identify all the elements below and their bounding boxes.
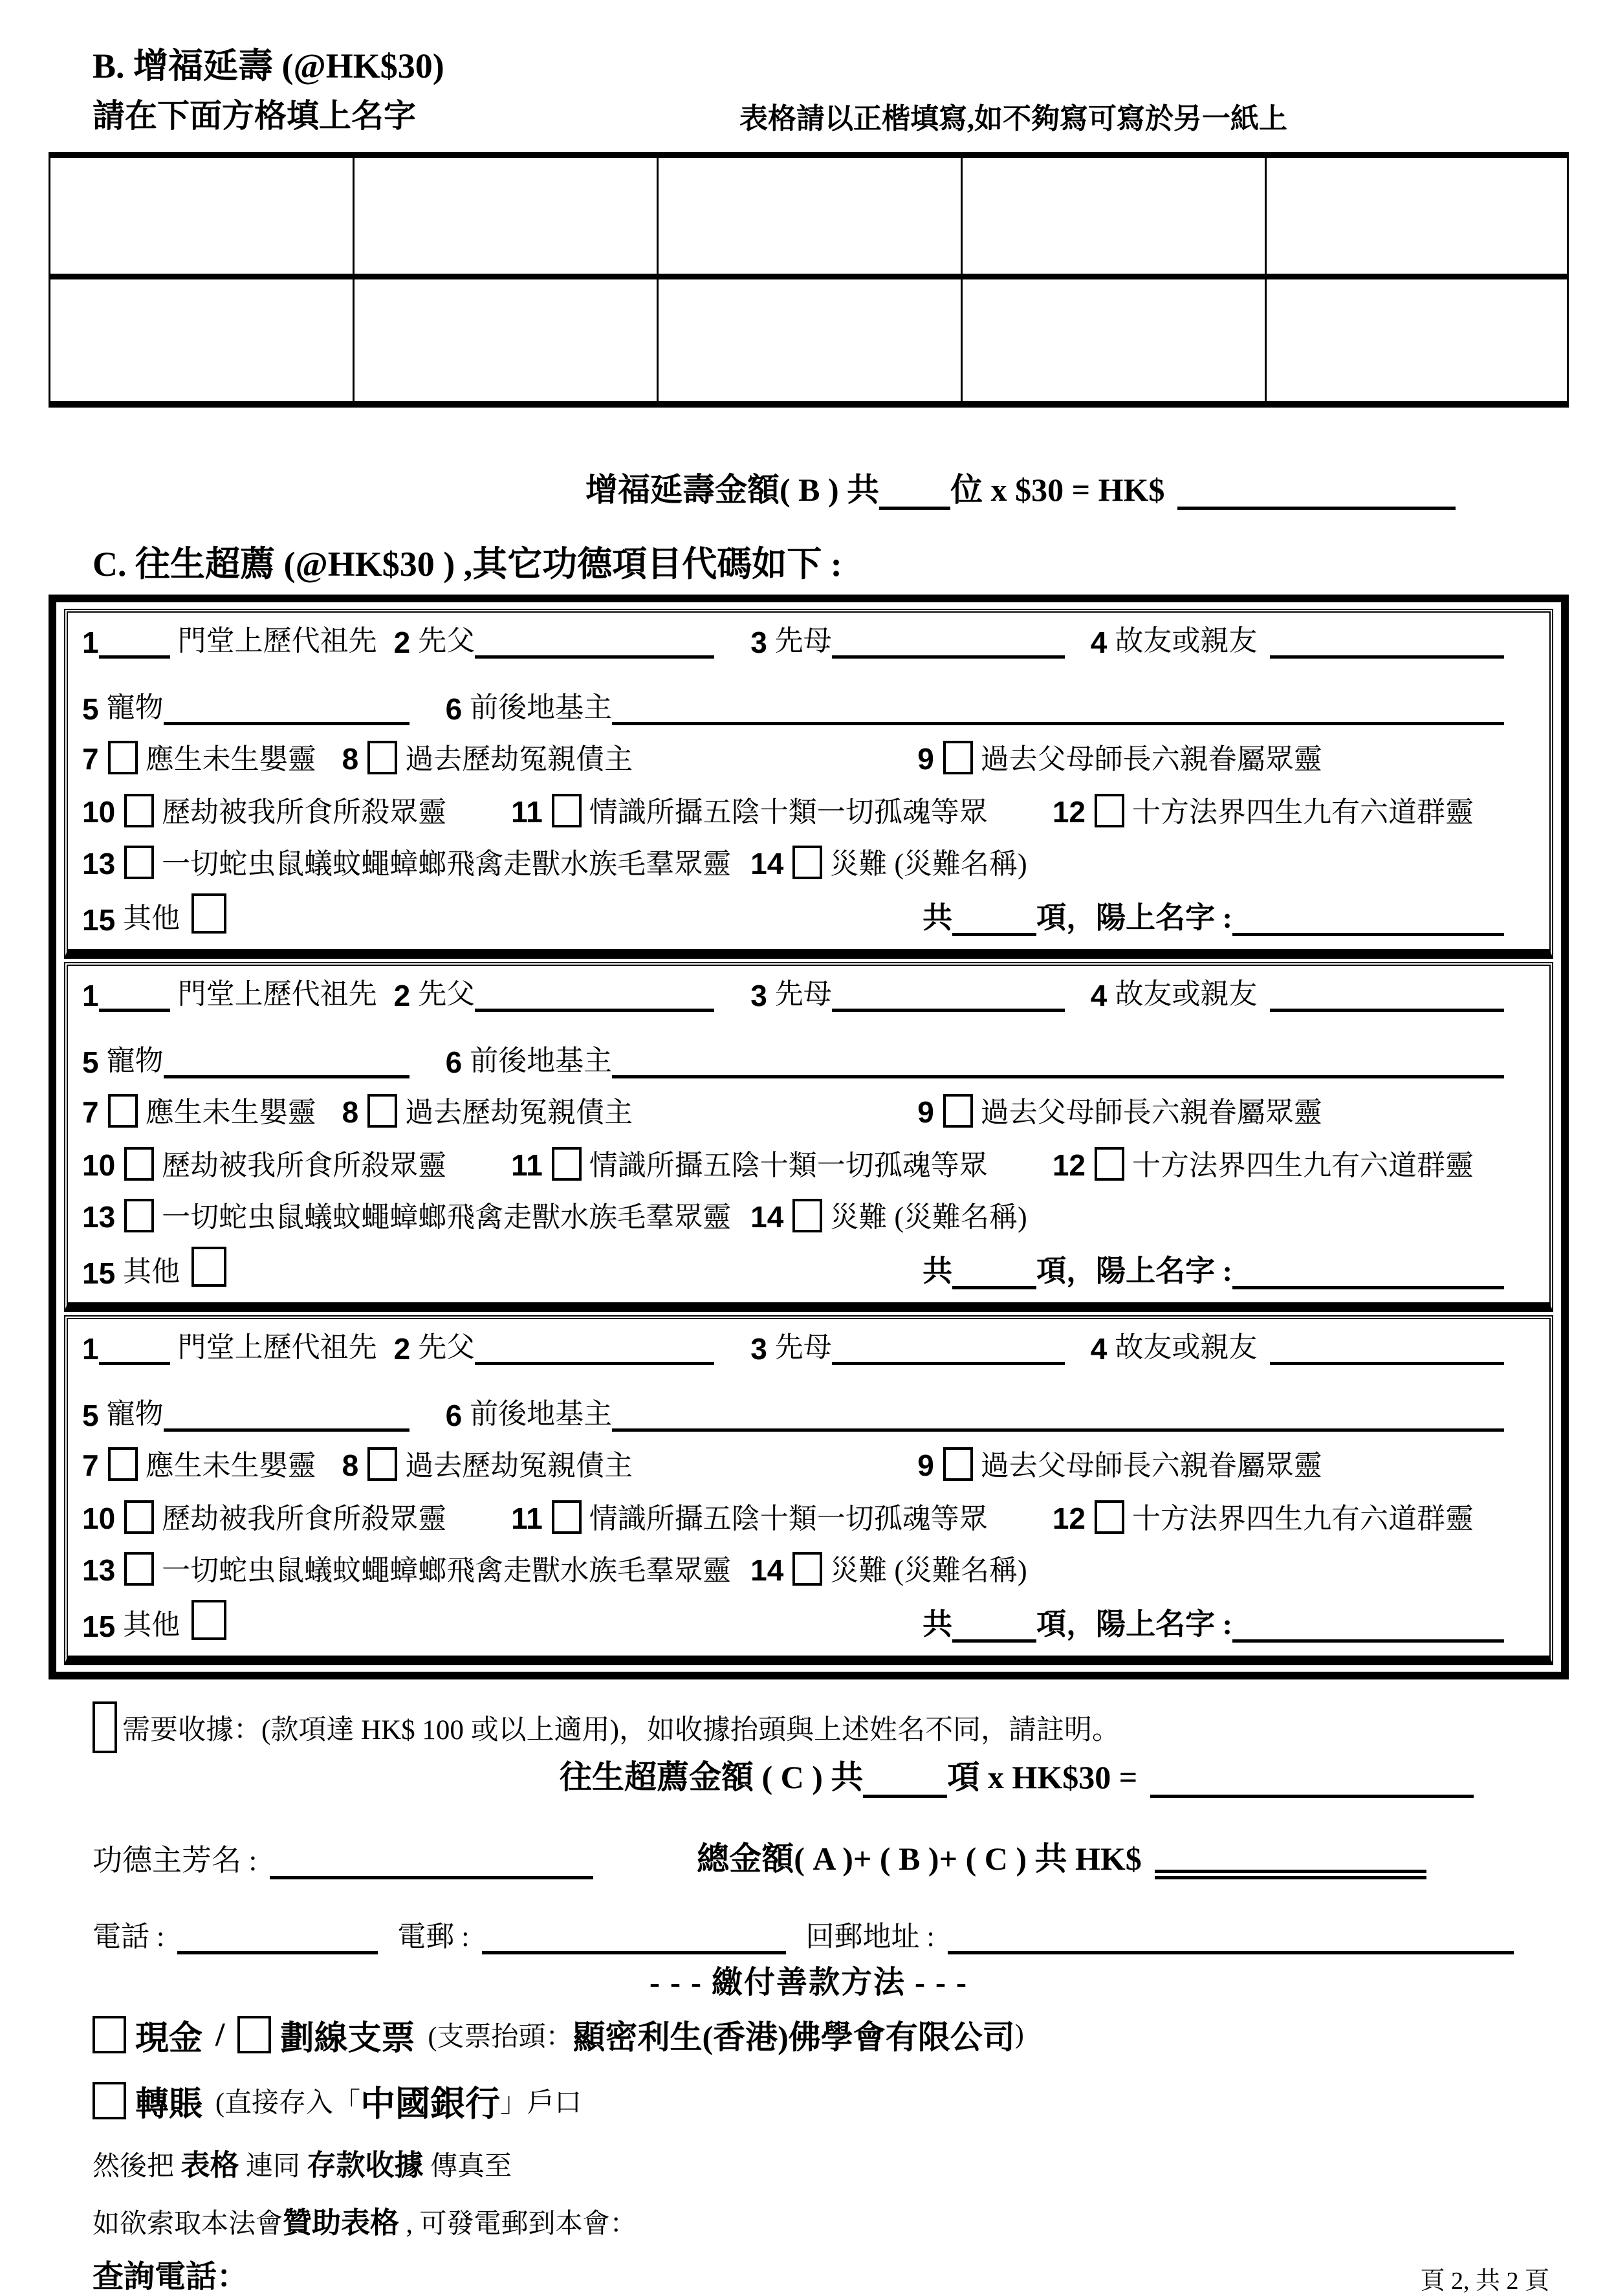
merit-section-box bbox=[49, 595, 1569, 1679]
item-13-checkbox[interactable] bbox=[124, 1552, 154, 1586]
cheque-checkbox[interactable] bbox=[237, 2016, 271, 2053]
inquiry-phone-label: 查詢電話： bbox=[93, 2259, 248, 2294]
item-12-number: 12 bbox=[1052, 1148, 1086, 1182]
fax-instruction-line bbox=[93, 2141, 1569, 2183]
item-11-number: 11 bbox=[511, 1148, 543, 1182]
donor-name-label: 功德主芳名 : bbox=[93, 1843, 257, 1877]
item-12-number: 12 bbox=[1052, 794, 1086, 829]
form-request-suffix: , 可發電郵到本會： bbox=[399, 2209, 637, 2239]
item-3-name-field[interactable] bbox=[832, 1005, 1065, 1012]
name-cell[interactable] bbox=[49, 279, 353, 401]
item-12-checkbox[interactable] bbox=[1095, 1500, 1124, 1534]
merit-row-4 bbox=[82, 1147, 1504, 1183]
item-1-count-field[interactable] bbox=[99, 652, 170, 659]
item-7-label: 應生未生嬰靈 bbox=[145, 1449, 316, 1481]
item-2-number: 2 bbox=[393, 978, 411, 1012]
item-15-number: 15 bbox=[82, 1256, 116, 1290]
item-11-label: 情識所攝五陰十類一切孤魂等眾 bbox=[589, 796, 988, 828]
item-14-number: 14 bbox=[750, 1199, 784, 1234]
page-number: 頁 2, 共 2 頁 bbox=[1420, 2267, 1549, 2295]
item-13-label: 一切蛇虫鼠蟻蚊蠅蟑螂飛禽走獸水族毛羣眾靈 bbox=[162, 1554, 732, 1586]
item-9-checkbox[interactable] bbox=[943, 741, 973, 774]
fax-instruction-mid: 連同 bbox=[239, 2151, 307, 2181]
item-7-label: 應生未生嬰靈 bbox=[145, 1096, 316, 1128]
item-4-name-field[interactable] bbox=[1270, 1359, 1504, 1365]
names-table bbox=[49, 152, 1569, 408]
item-3-name-field[interactable] bbox=[832, 1359, 1065, 1365]
item-15-number: 15 bbox=[82, 1609, 116, 1643]
item-11-label: 情識所攝五陰十類一切孤魂等眾 bbox=[589, 1149, 988, 1181]
item-8-number: 8 bbox=[342, 1448, 359, 1482]
item-11-number: 11 bbox=[511, 1501, 543, 1535]
item-1-label: 門堂上歷代祖先 bbox=[177, 978, 377, 1011]
item-4-number: 4 bbox=[1090, 1331, 1108, 1366]
item-1-label: 門堂上歷代祖先 bbox=[177, 625, 377, 657]
item-1-number: 1 bbox=[82, 625, 99, 659]
item-14-label: 災難 (災難名稱) bbox=[830, 847, 1027, 880]
item-5-label: 寵物 bbox=[106, 1045, 164, 1077]
item-7-number: 7 bbox=[82, 741, 99, 776]
form-request-text: 如欲索取本法會 bbox=[93, 2209, 283, 2239]
item-10-checkbox[interactable] bbox=[124, 794, 154, 827]
cash-label: 現金 bbox=[135, 2020, 203, 2057]
item-2-name-field[interactable] bbox=[475, 1359, 714, 1365]
merit-block bbox=[64, 609, 1553, 959]
payment-methods-header: - - - 繳付善款方法 - - - bbox=[650, 1965, 968, 2000]
item-14-number: 14 bbox=[750, 846, 784, 880]
receipt-request-line bbox=[93, 1701, 1569, 1753]
item-3-name-field[interactable] bbox=[832, 652, 1065, 659]
item-9-checkbox[interactable] bbox=[943, 1447, 973, 1481]
block-yang-names-field[interactable] bbox=[1232, 1636, 1504, 1643]
receipt-label: 需要收據： bbox=[122, 1714, 261, 1745]
merit-row-2 bbox=[82, 1396, 1504, 1432]
item-15-checkbox[interactable] bbox=[191, 1600, 226, 1640]
merit-row-3 bbox=[82, 1094, 1504, 1130]
fax-form-bold: 表格 bbox=[180, 2148, 239, 2181]
item-1-number: 1 bbox=[82, 978, 99, 1012]
fill-names-instruction: 請在下面方格填上名字 bbox=[93, 97, 416, 134]
item-12-number: 12 bbox=[1052, 1501, 1086, 1535]
block-total-count-field[interactable] bbox=[952, 1283, 1036, 1289]
block-total-group bbox=[923, 1606, 1504, 1643]
item-8-label: 過去歷劫冤親債主 bbox=[405, 1449, 633, 1481]
item-15-checkbox[interactable] bbox=[191, 893, 226, 934]
item-11-label: 情識所攝五陰十類一切孤魂等眾 bbox=[589, 1502, 988, 1535]
item-15-label: 其他 bbox=[123, 1256, 180, 1288]
section-c-count-field[interactable] bbox=[863, 1791, 947, 1798]
item-4-number: 4 bbox=[1090, 625, 1108, 659]
item-5-number: 5 bbox=[82, 692, 99, 726]
donor-total-row bbox=[93, 1833, 1569, 1879]
sponsor-form-bold: 贊助表格 bbox=[283, 2206, 400, 2239]
section-b-subtitle-row bbox=[93, 90, 1569, 137]
item-4-label: 故友或親友 bbox=[1115, 1331, 1258, 1364]
mailing-address-field[interactable] bbox=[948, 1948, 1514, 1954]
block-total-group bbox=[923, 899, 1504, 937]
merit-row-5 bbox=[82, 846, 1504, 882]
section-b-count-field[interactable] bbox=[879, 503, 950, 510]
item-9-label: 過去父母師長六親眷屬眾靈 bbox=[980, 1096, 1322, 1128]
block-total-group bbox=[923, 1252, 1504, 1290]
item-6-label: 前後地基主 bbox=[470, 1045, 613, 1077]
item-9-label: 過去父母師長六親眷屬眾靈 bbox=[980, 743, 1322, 775]
item-6-number: 6 bbox=[445, 1398, 463, 1432]
item-11-checkbox[interactable] bbox=[552, 1500, 582, 1534]
merit-row-4 bbox=[82, 794, 1504, 830]
item-3-number: 3 bbox=[750, 1331, 767, 1366]
merit-row-6 bbox=[82, 1247, 1504, 1289]
item-13-number: 13 bbox=[82, 1199, 116, 1234]
item-5-name-field[interactable] bbox=[164, 1425, 409, 1432]
form-request-line bbox=[93, 2199, 1569, 2241]
mailing-address-label: 回郵地址 : bbox=[805, 1920, 935, 1952]
item-10-checkbox[interactable] bbox=[124, 1500, 154, 1534]
item-2-number: 2 bbox=[393, 625, 411, 659]
item-14-number: 14 bbox=[750, 1553, 784, 1587]
item-12-label: 十方法界四生九有六道群靈 bbox=[1131, 1149, 1474, 1181]
block-total-prefix: 共 bbox=[923, 901, 953, 934]
name-cell[interactable] bbox=[961, 279, 1265, 401]
section-b-amount-field[interactable] bbox=[1177, 503, 1456, 510]
section-b-amount-line bbox=[585, 470, 1569, 510]
item-6-label: 前後地基主 bbox=[470, 692, 613, 724]
receipt-checkbox[interactable] bbox=[93, 1701, 117, 1753]
item-14-checkbox[interactable] bbox=[792, 1199, 822, 1232]
item-14-checkbox[interactable] bbox=[792, 846, 822, 879]
item-7-number: 7 bbox=[82, 1448, 99, 1482]
item-8-checkbox[interactable] bbox=[367, 1447, 397, 1481]
item-15-number: 15 bbox=[82, 902, 116, 937]
merit-row-6 bbox=[82, 893, 1504, 936]
item-10-number: 10 bbox=[82, 1148, 116, 1182]
contact-row bbox=[93, 1913, 1514, 1954]
merit-row-5 bbox=[82, 1199, 1504, 1235]
receipt-note: (款項達 HK$ 100 或以上適用)，如收據抬頭與上述姓名不同，請註明。 bbox=[261, 1714, 1120, 1745]
name-cell[interactable] bbox=[657, 158, 961, 279]
item-6-name-field[interactable] bbox=[612, 719, 1504, 725]
item-7-checkbox[interactable] bbox=[108, 1447, 138, 1481]
cheque-note-suffix: ) bbox=[1014, 2020, 1024, 2050]
item-4-name-field[interactable] bbox=[1270, 1005, 1504, 1012]
item-1-count-field[interactable] bbox=[99, 1005, 170, 1012]
grand-total-group bbox=[697, 1833, 1426, 1879]
item-7-checkbox[interactable] bbox=[108, 1094, 138, 1128]
block-total-suffix: 項，陽上名字 : bbox=[1036, 1254, 1232, 1287]
inquiry-row bbox=[93, 2251, 1569, 2296]
merit-blocks-container bbox=[64, 609, 1553, 1665]
merit-row-3 bbox=[82, 1447, 1504, 1483]
item-8-number: 8 bbox=[342, 1095, 359, 1129]
item-4-number: 4 bbox=[1090, 978, 1108, 1012]
merit-row-4 bbox=[82, 1500, 1504, 1536]
name-cell[interactable] bbox=[1265, 158, 1569, 279]
item-12-label: 十方法界四生九有六道群靈 bbox=[1131, 796, 1474, 828]
item-5-name-field[interactable] bbox=[164, 1072, 409, 1078]
item-2-name-field[interactable] bbox=[475, 1005, 714, 1012]
item-2-number: 2 bbox=[393, 1331, 411, 1366]
item-10-number: 10 bbox=[82, 794, 116, 829]
item-15-label: 其他 bbox=[123, 1609, 180, 1641]
section-c-amount-field[interactable] bbox=[1150, 1791, 1474, 1798]
item-5-label: 寵物 bbox=[106, 692, 164, 724]
merit-row-5 bbox=[82, 1552, 1504, 1588]
fax-receipt-bold: 存款收據 bbox=[307, 2148, 424, 2181]
section-c-amount-prefix: 往生超薦金額 ( C ) 共 bbox=[560, 1759, 864, 1796]
section-b-amount-unit: 位 x $30 = HK$ bbox=[950, 471, 1165, 508]
item-13-number: 13 bbox=[82, 846, 116, 880]
item-1-count-field[interactable] bbox=[99, 1359, 170, 1365]
merit-row-1 bbox=[82, 623, 1504, 659]
item-8-label: 過去歷劫冤親債主 bbox=[405, 1096, 633, 1128]
item-3-label: 先母 bbox=[774, 1331, 832, 1364]
item-10-label: 歷劫被我所食所殺眾靈 bbox=[162, 796, 447, 828]
grand-total-label: 總金額( A )+ ( B )+ ( C ) 共 HK$ bbox=[697, 1840, 1142, 1877]
bank-name: 中國銀行 bbox=[360, 2084, 501, 2123]
item-9-checkbox[interactable] bbox=[943, 1094, 973, 1128]
item-13-label: 一切蛇虫鼠蟻蚊蠅蟑螂飛禽走獸水族毛羣眾靈 bbox=[162, 1201, 732, 1233]
fax-instruction-suffix: 傳真至 bbox=[423, 2151, 512, 2181]
block-total-prefix: 共 bbox=[923, 1607, 953, 1641]
item-14-label: 災難 (災難名稱) bbox=[830, 1201, 1027, 1233]
item-2-label: 先父 bbox=[418, 625, 475, 657]
item-7-checkbox[interactable] bbox=[108, 741, 138, 774]
phone-field[interactable] bbox=[177, 1948, 378, 1954]
merit-row-2 bbox=[82, 1043, 1504, 1078]
fax-instruction-text: 然後把 bbox=[93, 2151, 181, 2181]
cheque-label: 劃線支票 bbox=[280, 2020, 415, 2057]
item-4-name-field[interactable] bbox=[1270, 652, 1504, 659]
section-b-title: B. 增福延壽 (@HK$30) bbox=[93, 47, 444, 85]
transfer-checkbox[interactable] bbox=[93, 2082, 126, 2119]
item-13-checkbox[interactable] bbox=[124, 846, 154, 879]
item-6-number: 6 bbox=[445, 1045, 463, 1079]
item-11-checkbox[interactable] bbox=[552, 1147, 582, 1181]
cash-checkbox[interactable] bbox=[93, 2016, 126, 2053]
email-label: 電郵 : bbox=[397, 1920, 470, 1952]
item-10-label: 歷劫被我所食所殺眾靈 bbox=[162, 1149, 447, 1181]
print-clearly-instruction: 表格請以正楷填寫,如不夠寫可寫於另一紙上 bbox=[739, 102, 1287, 135]
merit-row-1 bbox=[82, 976, 1504, 1012]
item-15-checkbox[interactable] bbox=[191, 1247, 226, 1287]
name-cell[interactable] bbox=[49, 158, 353, 279]
transfer-label: 轉賬 bbox=[135, 2086, 203, 2123]
item-6-name-field[interactable] bbox=[612, 1425, 1504, 1432]
item-6-number: 6 bbox=[445, 692, 463, 726]
item-10-label: 歷劫被我所食所殺眾靈 bbox=[162, 1502, 447, 1535]
item-14-label: 災難 (災難名稱) bbox=[830, 1554, 1027, 1586]
item-11-checkbox[interactable] bbox=[552, 794, 582, 827]
block-total-prefix: 共 bbox=[923, 1254, 953, 1287]
item-9-number: 9 bbox=[917, 1095, 934, 1129]
item-9-label: 過去父母師長六親眷屬眾靈 bbox=[980, 1449, 1322, 1481]
item-9-number: 9 bbox=[917, 741, 934, 776]
name-cell[interactable] bbox=[657, 279, 961, 401]
block-total-count-field[interactable] bbox=[952, 930, 1036, 936]
item-1-number: 1 bbox=[82, 1331, 99, 1366]
merit-row-3 bbox=[82, 741, 1504, 777]
item-5-number: 5 bbox=[82, 1045, 99, 1079]
donor-name-field[interactable] bbox=[270, 1873, 593, 1879]
item-7-number: 7 bbox=[82, 1095, 99, 1129]
item-12-checkbox[interactable] bbox=[1095, 1147, 1124, 1181]
merit-row-1 bbox=[82, 1329, 1504, 1365]
payment-row-transfer bbox=[93, 2076, 1569, 2126]
merit-row-2 bbox=[82, 690, 1504, 725]
block-total-suffix: 項，陽上名字 : bbox=[1036, 1607, 1232, 1641]
cheque-payee-name: 顯密利生(香港)佛學會有限公司 bbox=[573, 2019, 1015, 2056]
merit-block bbox=[64, 1315, 1553, 1665]
name-cell[interactable] bbox=[1265, 279, 1569, 401]
item-12-label: 十方法界四生九有六道群靈 bbox=[1131, 1502, 1474, 1535]
block-yang-names-field[interactable] bbox=[1232, 1283, 1504, 1289]
item-13-number: 13 bbox=[82, 1553, 116, 1587]
item-14-checkbox[interactable] bbox=[792, 1552, 822, 1586]
cheque-note-prefix: (支票抬頭： bbox=[428, 2022, 573, 2053]
name-cell[interactable] bbox=[353, 279, 657, 401]
name-cell[interactable] bbox=[961, 158, 1265, 279]
item-6-label: 前後地基主 bbox=[470, 1398, 613, 1430]
item-13-checkbox[interactable] bbox=[124, 1199, 154, 1232]
item-8-number: 8 bbox=[342, 741, 359, 776]
item-13-label: 一切蛇虫鼠蟻蚊蠅蟑螂飛禽走獸水族毛羣眾靈 bbox=[162, 847, 732, 880]
section-c-amount-line bbox=[560, 1757, 1569, 1798]
block-total-suffix: 項，陽上名字 : bbox=[1036, 901, 1232, 934]
item-5-label: 寵物 bbox=[106, 1398, 164, 1430]
payment-row-cash-cheque bbox=[93, 2011, 1569, 2059]
item-11-number: 11 bbox=[511, 794, 543, 829]
item-9-number: 9 bbox=[917, 1448, 934, 1482]
item-2-name-field[interactable] bbox=[475, 652, 714, 659]
block-total-count-field[interactable] bbox=[952, 1636, 1036, 1643]
item-15-label: 其他 bbox=[123, 902, 180, 935]
item-3-number: 3 bbox=[750, 625, 767, 659]
item-8-checkbox[interactable] bbox=[367, 1094, 397, 1128]
block-yang-names-field[interactable] bbox=[1232, 930, 1504, 936]
name-cell[interactable] bbox=[353, 158, 657, 279]
item-8-checkbox[interactable] bbox=[367, 741, 397, 774]
item-3-label: 先母 bbox=[774, 625, 832, 657]
transfer-note-prefix: (直接存入「 bbox=[215, 2088, 361, 2119]
item-10-number: 10 bbox=[82, 1501, 116, 1535]
cash-cheque-separator: / bbox=[215, 2016, 225, 2053]
item-2-label: 先父 bbox=[418, 1331, 475, 1364]
section-c-amount-unit: 項 x HK$30 = bbox=[947, 1759, 1138, 1796]
merit-block bbox=[64, 962, 1553, 1312]
item-10-checkbox[interactable] bbox=[124, 1147, 154, 1181]
item-3-label: 先母 bbox=[774, 978, 832, 1011]
item-2-label: 先父 bbox=[418, 978, 475, 1011]
item-4-label: 故友或親友 bbox=[1115, 978, 1258, 1011]
item-5-name-field[interactable] bbox=[164, 719, 409, 725]
transfer-note-suffix: 」戶口 bbox=[500, 2088, 582, 2119]
item-4-label: 故友或親友 bbox=[1115, 625, 1258, 657]
item-3-number: 3 bbox=[750, 978, 767, 1012]
merit-row-6 bbox=[82, 1600, 1504, 1643]
item-12-checkbox[interactable] bbox=[1095, 794, 1124, 827]
phone-label: 電話 : bbox=[93, 1920, 165, 1952]
email-field[interactable] bbox=[482, 1948, 786, 1954]
grand-total-field[interactable] bbox=[1155, 1869, 1426, 1879]
item-1-label: 門堂上歷代祖先 bbox=[177, 1331, 377, 1364]
item-7-label: 應生未生嬰靈 bbox=[145, 743, 316, 775]
item-5-number: 5 bbox=[82, 1398, 99, 1432]
item-8-label: 過去歷劫冤親債主 bbox=[405, 743, 633, 775]
section-b-amount-prefix: 增福延壽金額( B ) 共 bbox=[585, 471, 880, 508]
section-c-title: C. 往生超薦 (@HK$30 ) ,其它功德項目代碼如下 : bbox=[93, 545, 842, 584]
item-6-name-field[interactable] bbox=[612, 1072, 1504, 1078]
